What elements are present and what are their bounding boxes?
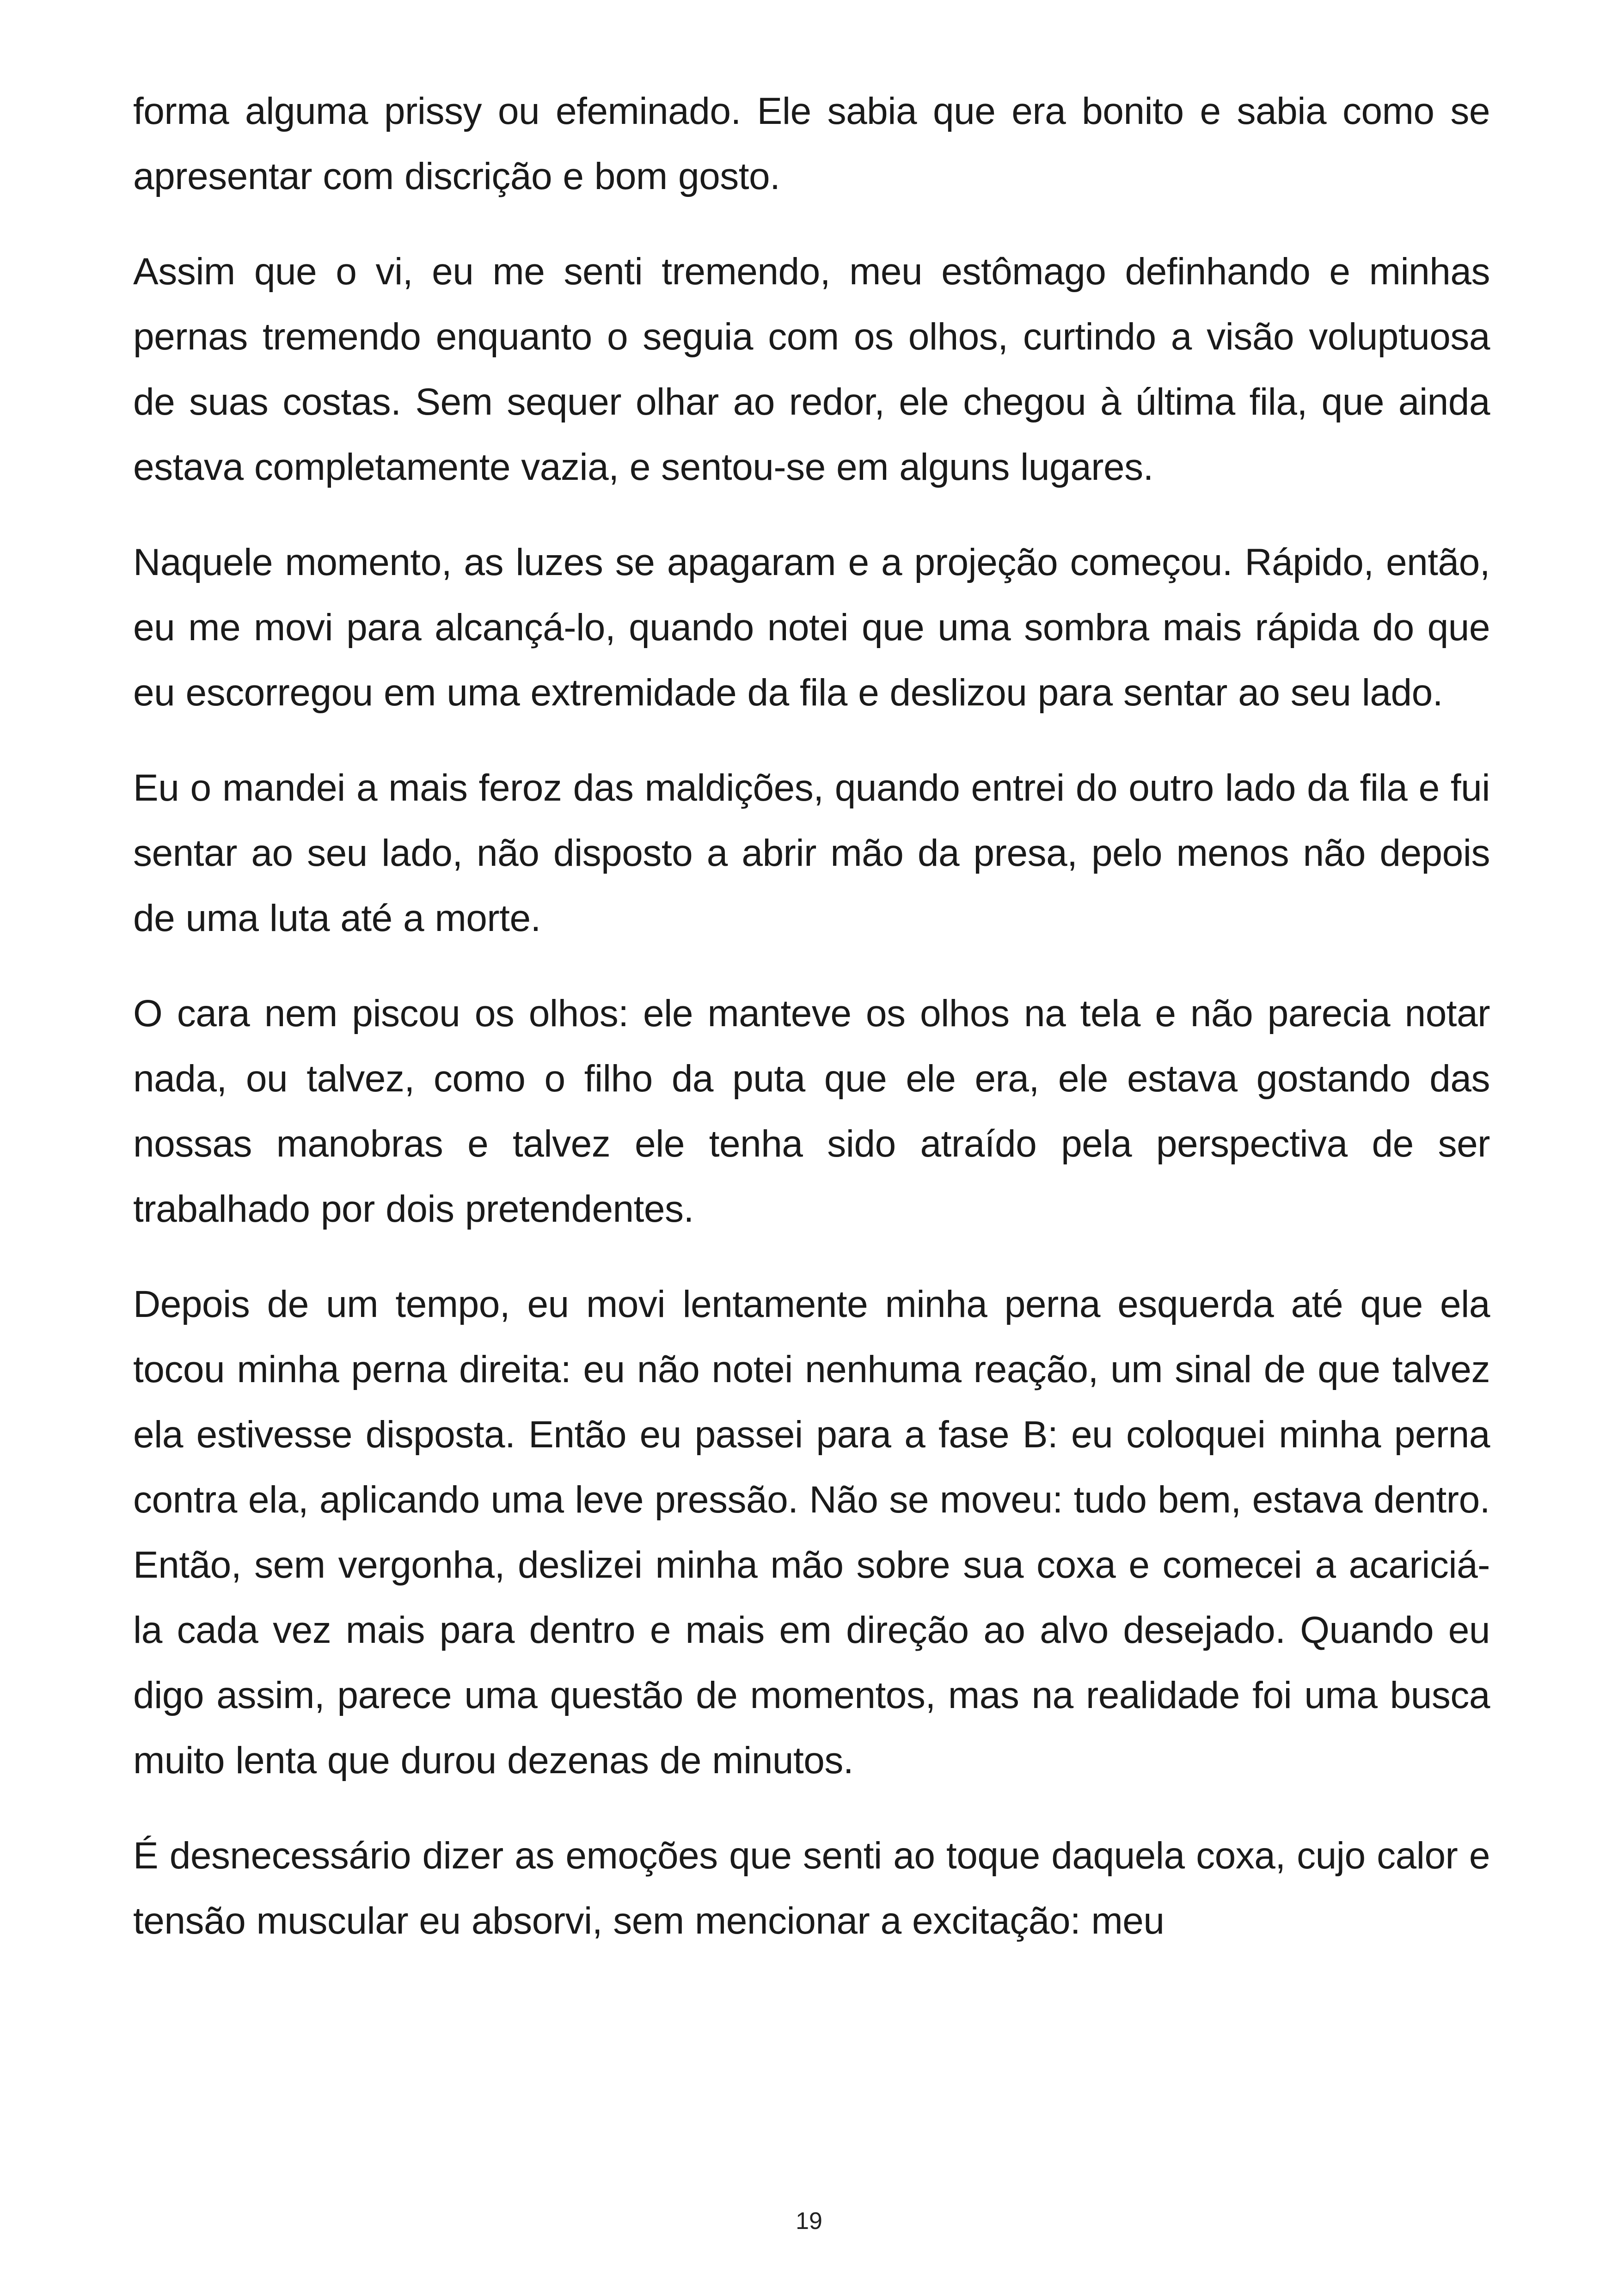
paragraph: forma alguma prissy ou efeminado. Ele sabia que era bonito e sabia como se apresentar com discrição e bom gosto. (133, 90, 1490, 197)
page-number: 19 (796, 2208, 822, 2235)
paragraph: Depois de um tempo, eu movi lentamente minha perna esquerda até que ela tocou minha perna direita: eu não notei nenhuma reação, um sinal de que talvez ela estivesse disposta. Então eu passei para a fase B: eu coloquei minha perna contra ela, aplicando uma leve pressão. Não se moveu: tudo bem, estava dentro. Então, sem vergonha, deslizei minha mão sobre sua coxa e comecei a acariciá-la cada vez mais para dentro e mais em direção ao alvo desejado. Quando eu digo assim, parece uma questão de momentos, mas na realidade foi uma busca muito lenta que durou dezenas de minutos. (133, 1283, 1490, 1782)
paragraph: Assim que o vi, eu me senti tremendo, meu estômago definhando e minhas pernas tremendo enquanto o seguia com os olhos, curtindo a visão voluptuosa de suas costas. Sem sequer olhar ao redor, ele chegou à última fila, que ainda estava completamente vazia, e sentou-se em alguns lugares. (133, 251, 1490, 488)
body-text (133, 79, 1490, 1984)
paragraph: É desnecessário dizer as emoções que senti ao toque daquela coxa, cujo calor e tensão muscular eu absorvi, sem mencionar a excitação: meu (133, 1835, 1490, 1942)
paragraph: Eu o mandei a mais feroz das maldições, quando entrei do outro lado da fila e fui sentar ao seu lado, não disposto a abrir mão da presa, pelo menos não depois de uma luta até a morte. (133, 767, 1490, 939)
paragraph: Naquele momento, as luzes se apagaram e a projeção começou. Rápido, então, eu me movi para alcançá-lo, quando notei que uma sombra mais rápida do que eu escorregou em uma extremidade da fila e deslizou para sentar ao seu lado. (133, 541, 1490, 714)
paragraph: O cara nem piscou os olhos: ele manteve os olhos na tela e não parecia notar nada, ou talvez, como o filho da puta que ele era, ele estava gostando das nossas manobras e talvez ele tenha sido atraído pela perspectiva de ser trabalhado por dois pretendentes. (133, 992, 1490, 1230)
